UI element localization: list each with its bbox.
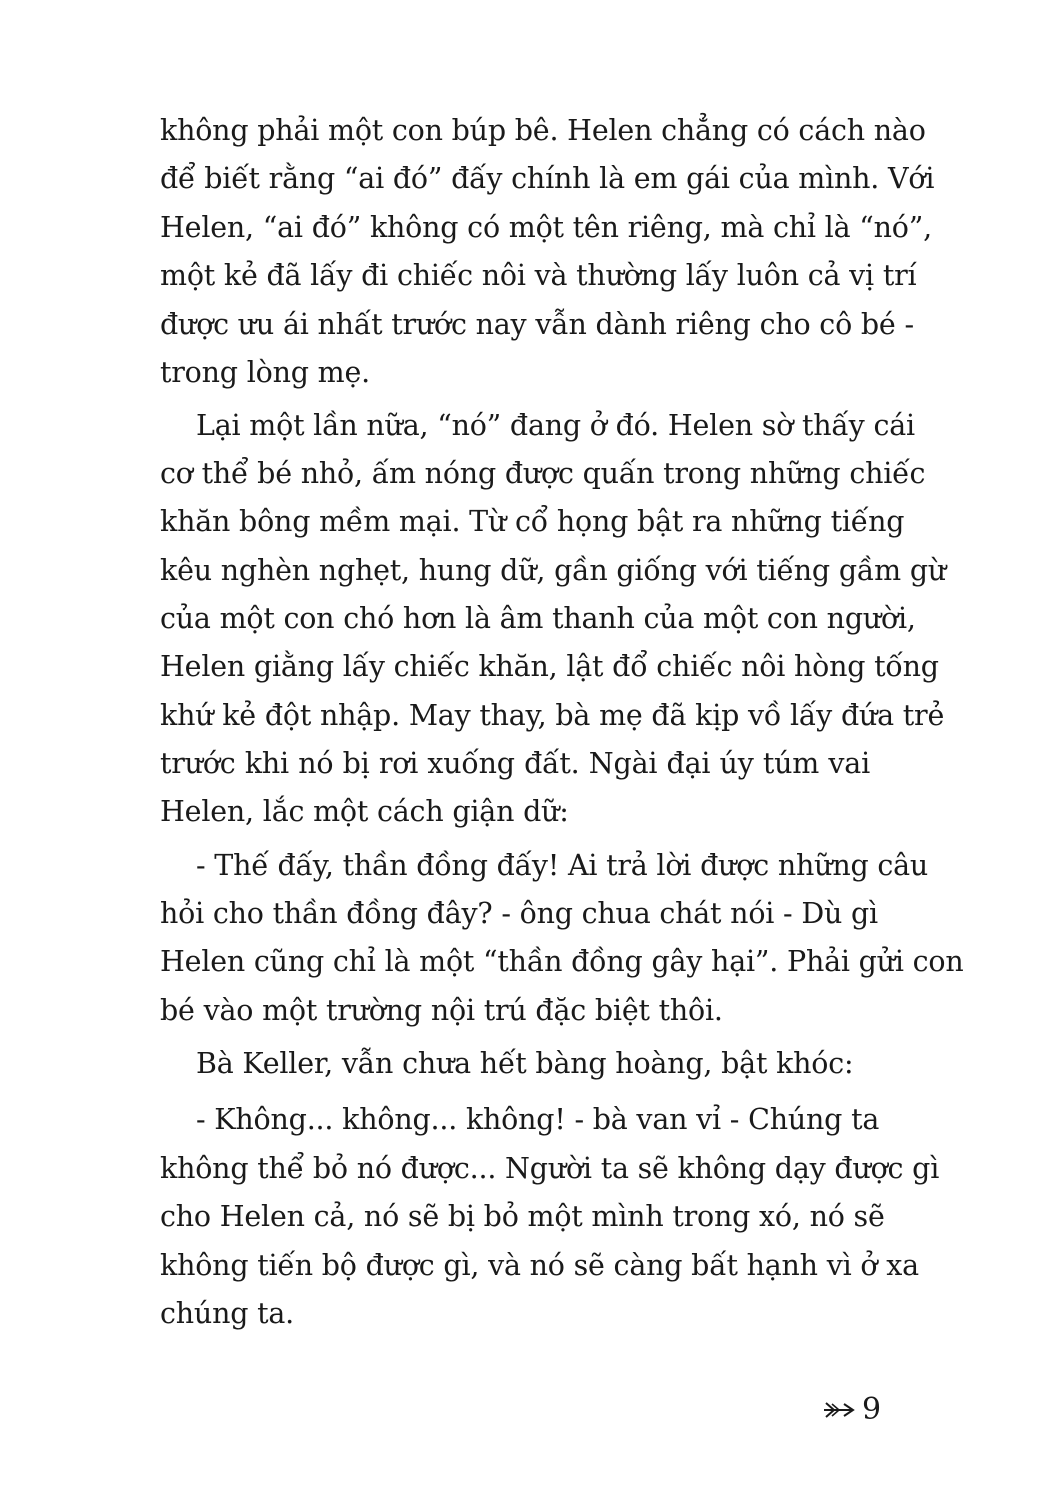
text-line: bé vào một trường nội trú đặc biệt thôi. <box>160 994 723 1027</box>
text-line: Lại một lần nữa, “nó” đang ở đó. Helen sờ thấy cái <box>196 409 915 442</box>
text-line: Bà Keller, vẫn chưa hết bàng hoàng, bật khóc: <box>196 1047 854 1080</box>
text-line: không tiến bộ được gì, và nó sẽ càng bất hạnh vì ở xa <box>160 1249 919 1282</box>
text-line: hỏi cho thần đồng đây? - ông chua chát nói - Dù gì <box>160 897 878 930</box>
text-line: Helen giằng lấy chiếc khăn, lật đổ chiếc nôi hòng tống <box>160 650 939 683</box>
text-line: Helen cũng chỉ là một “thần đồng gây hại”. Phải gửi con <box>160 945 964 978</box>
text-line: không phải một con búp bê. Helen chẳng có cách nào <box>160 114 926 147</box>
text-line: chúng ta. <box>160 1297 295 1330</box>
text-line: Helen, lắc một cách giận dữ: <box>160 795 569 828</box>
text-line: cơ thể bé nhỏ, ấm nóng được quấn trong những chiếc <box>160 457 926 490</box>
text-line: Helen, “ai đó” không có một tên riêng, mà chỉ là “nó”, <box>160 211 932 244</box>
text-line: cho Helen cả, nó sẽ bị bỏ một mình trong xó, nó sẽ <box>160 1200 885 1233</box>
text-line: kêu nghèn nghẹt, hung dữ, gần giống với tiếng gầm gừ <box>160 554 947 587</box>
text-line: trước khi nó bị rơi xuống đất. Ngài đại úy túm vai <box>160 747 870 780</box>
text-line: không thể bỏ nó được... Người ta sẽ không dạy được gì <box>160 1152 940 1185</box>
text-line: một kẻ đã lấy đi chiếc nôi và thường lấy luôn cả vị trí <box>160 259 917 292</box>
text-line: - Thế đấy, thần đồng đấy! Ai trả lời được những câu <box>196 849 929 882</box>
page-footer <box>822 1390 881 1430</box>
text-line: trong lòng mẹ. <box>160 356 370 389</box>
text-line: khứ kẻ đột nhập. May thay, bà mẹ đã kịp vồ lấy đứa trẻ <box>160 699 945 732</box>
text-line: để biết rằng “ai đó” đấy chính là em gái của mình. Với <box>160 162 935 195</box>
text-line: được ưu ái nhất trước nay vẫn dành riêng cho cô bé - <box>160 308 914 341</box>
text-line: khăn bông mềm mại. Từ cổ họng bật ra những tiếng <box>160 505 905 538</box>
text-line: của một con chó hơn là âm thanh của một con người, <box>160 602 916 635</box>
page-number: 9 <box>862 1392 882 1427</box>
arrow-ornament-icon <box>822 1400 856 1420</box>
text-line: - Không... không... không! - bà van vỉ - Chúng ta <box>196 1103 880 1136</box>
